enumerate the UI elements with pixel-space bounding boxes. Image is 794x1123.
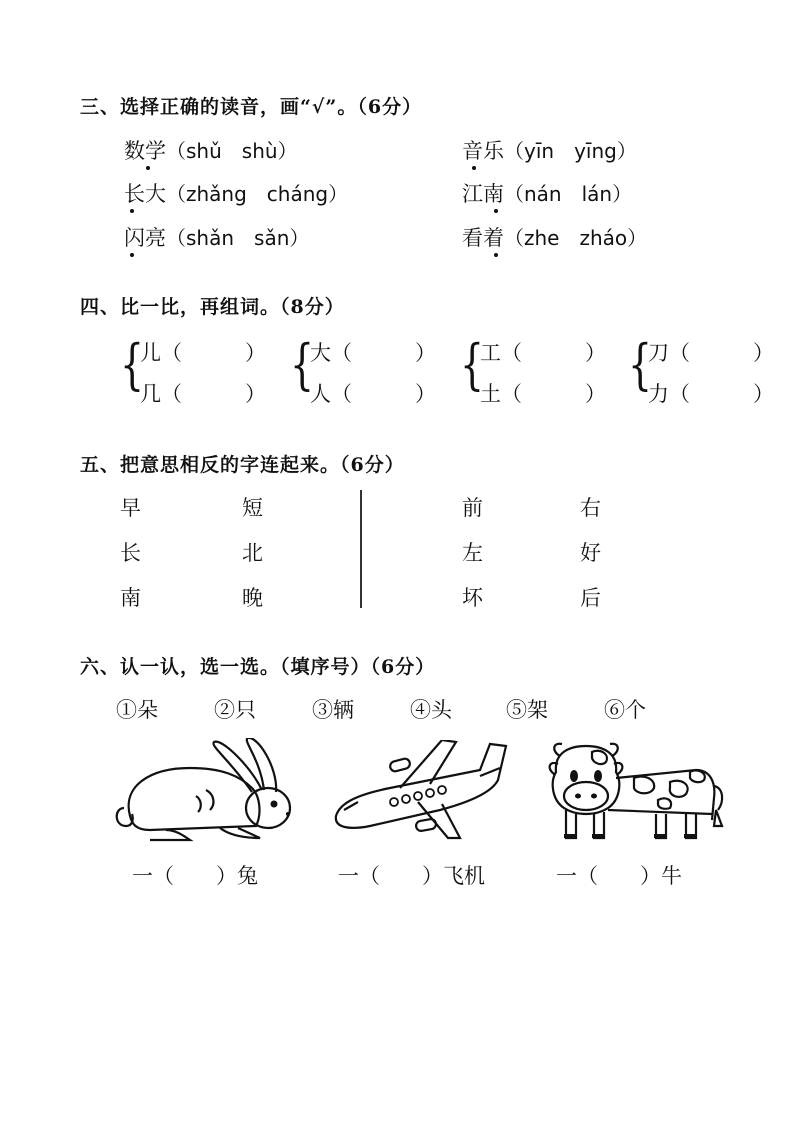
brace-symbol: { [120,333,145,396]
match-char: 早 [120,496,141,520]
measure-word-option: ⑤架 [506,698,548,722]
pinyin-item-4 [462,178,632,208]
rabbit-illustration [110,738,295,846]
word: 长大 [124,182,166,206]
emphasis-dot [472,166,476,170]
answer-blank[interactable] [174,864,216,888]
emphasis-dot [130,209,134,213]
match-char: 好 [580,541,601,565]
measure-word-option: ②只 [214,698,256,722]
answer-cow: 一（ ）牛 [556,864,682,888]
measure-word-option: ⑥个 [604,698,646,722]
compare-top-2: 大（ ） [310,341,436,365]
pinyin-options: （yīn yīng） [504,139,637,163]
section3-title: 三、选择正确的读音，画“√”。（6分） [80,96,423,118]
match-char: 后 [580,586,601,610]
answer-blank[interactable] [380,864,422,888]
compare-bottom-4: 力（ ） [648,382,774,406]
pinyin-item-2 [462,135,637,165]
measure-word-option: ③辆 [312,698,354,722]
measure-word-option: ④头 [410,698,452,722]
answer-blank[interactable] [598,864,640,888]
compare-bottom-1: 几（ ） [140,382,266,406]
brace-symbol: { [290,333,315,396]
airplane-illustration [330,740,510,842]
word: 江南 [462,182,504,206]
word: 看着 [462,226,504,250]
section4-title: 四、比一比，再组词。（8分） [80,296,345,318]
pinyin-item-1 [124,135,298,165]
section5-title: 五、把意思相反的字连起来。（6分） [80,454,405,476]
match-char: 坏 [462,586,483,610]
word: 数学 [124,139,166,163]
measure-word-option: ①朵 [116,698,158,722]
pinyin-options: （shǎn sǎn） [166,226,310,250]
cow-illustration [546,738,726,846]
compare-top-4: 刀（ ） [648,341,774,365]
word: 闪亮 [124,226,166,250]
match-char: 左 [462,541,483,565]
word: 音乐 [462,139,504,163]
pinyin-item-6 [462,222,647,252]
divider-line [360,490,362,608]
match-char: 短 [242,496,263,520]
emphasis-dot [494,209,498,213]
pinyin-options: （zhǎng cháng） [166,182,349,206]
match-char: 前 [462,496,483,520]
compare-top-3: 工（ ） [480,341,606,365]
match-char: 右 [580,496,601,520]
match-char: 晚 [242,586,263,610]
brace-symbol: { [460,333,485,396]
match-char: 长 [120,541,141,565]
pinyin-options: （nán lán） [504,182,633,206]
emphasis-dot [494,253,498,257]
pinyin-options: （zhe zháo） [504,226,648,250]
pinyin-item-5 [124,222,309,252]
compare-top-1: 儿（ ） [140,341,266,365]
match-char: 南 [120,586,141,610]
emphasis-dot [146,166,150,170]
emphasis-dot [130,253,134,257]
match-char: 北 [242,541,263,565]
brace-symbol: { [628,333,653,396]
pinyin-item-3 [124,178,348,208]
pinyin-options: （shǔ shù） [166,139,298,163]
section6-title: 六、认一认，选一选。（填序号）（6分） [80,656,436,678]
compare-bottom-3: 土（ ） [480,382,606,406]
answer-airplane: 一（ ）飞机 [338,864,485,888]
compare-bottom-2: 人（ ） [310,382,436,406]
answer-rabbit: 一（ ）兔 [132,864,258,888]
